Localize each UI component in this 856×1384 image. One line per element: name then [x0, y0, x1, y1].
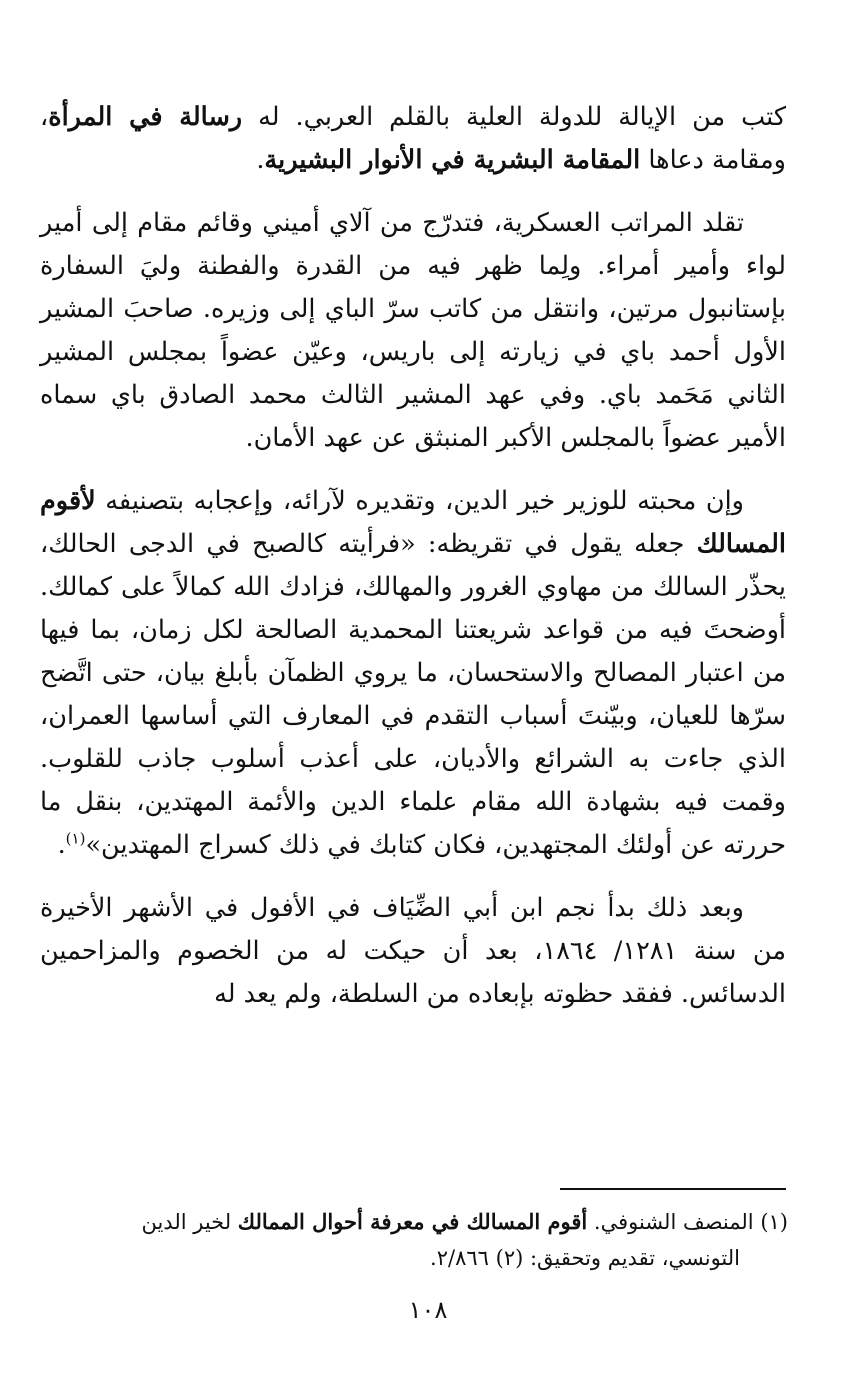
paragraph-1 — [40, 96, 786, 182]
footnote-number: (١) — [760, 1210, 788, 1234]
paragraph-4: وبعد ذلك بدأ نجم ابن أبي الضِّيَاف في الأفول في الأشهر الأخيرة من سنة ١٢٨١/ ١٨٦٤، بعد أن حيكت له من الخصوم والمزاحمين الدسائس. ففقد حظوته بإبعاده من السلطة، ولم يعد له — [40, 893, 786, 1009]
text-run: المنصف الشنوفي. — [587, 1210, 761, 1234]
text-run: كتب من الإيالة للدولة العلية بالقلم العربي. له — [242, 102, 786, 132]
book-title: رسالة في المرأة — [48, 102, 243, 132]
page-number: ١٠٨ — [408, 1296, 448, 1324]
footnote — [40, 1204, 788, 1276]
book-title: لأقوم المسالك — [40, 486, 786, 559]
main-text — [40, 96, 786, 1016]
book-title: المقامة البشرية في الأنوار البشيرية — [264, 145, 641, 175]
book-title: أقوم المسالك في معرفة أحوال الممالك — [237, 1209, 588, 1234]
paragraph-2: تقلد المراتب العسكرية، فتدرّج من آلاي أميني وقائم مقام إلى أمير لواء وأمير أمراء. ولِما ظهر فيه من القدرة والفطنة وليَ السفارة بإستانبول مرتين، وانتقل من كاتب سرّ الباي إلى وزيره. صاحبَ المشير الأول أحمد باي في زيارته إلى باريس، وعيّن عضواً بمجلس المشير الثاني مَحَمد باي. وفي عهد المشير الثالث محمد الصادق باي سماه الأمير عضواً بالمجلس الأكبر المنبثق عن عهد الأمان. — [40, 208, 786, 453]
text-run: جعله يقول في تقريظه: «فرأيته كالصبح في الدجى الحالك، يحذّر السالك من مهاوي الغرور والمهالك، فزادك الله كمالاً على كمالك. أوضحتَ فيه من قواعد شريعتنا المحمدية الصالحة لكل زمان، بما فيها من اعتبار المصالح والاستحسان، ما يروي الظمآن بأبلغ بيان، حتى اتَّضح سرّها للعيان، وبيّنتَ أسباب التقدم في المعارف التي أساسها العمران، الذي جاءت به الشرائع والأديان، على أعذب أسلوب جاذب للقلوب. وقمت فيه بشهادة الله مقام علماء الدين والأئمة المهتدين، بنقل ما حررته عن أولئك المجتهدين، فكان كتابك في ذلك كسراج المهتدين» — [40, 529, 786, 860]
footnote-separator — [560, 1188, 786, 1190]
text-run: ، ومقامة دعاها — [40, 102, 786, 175]
paragraph-gap — [40, 460, 786, 480]
paragraph-gap — [40, 867, 786, 887]
text-run: . — [256, 145, 265, 175]
footnote-reference[interactable]: (١) — [65, 829, 86, 848]
paragraph-gap — [40, 182, 786, 202]
text-run: لخير الدين — [141, 1210, 238, 1234]
footnote-line: التونسي، تقديم وتحقيق: (٢) ٢/٨٦٦. — [430, 1246, 740, 1270]
text-run: . — [57, 830, 66, 860]
text-run: وإن محبته للوزير خير الدين، وتقديره لآرائه، وإعجابه بتصنيفه — [95, 486, 744, 516]
paragraph-3 — [40, 480, 786, 867]
